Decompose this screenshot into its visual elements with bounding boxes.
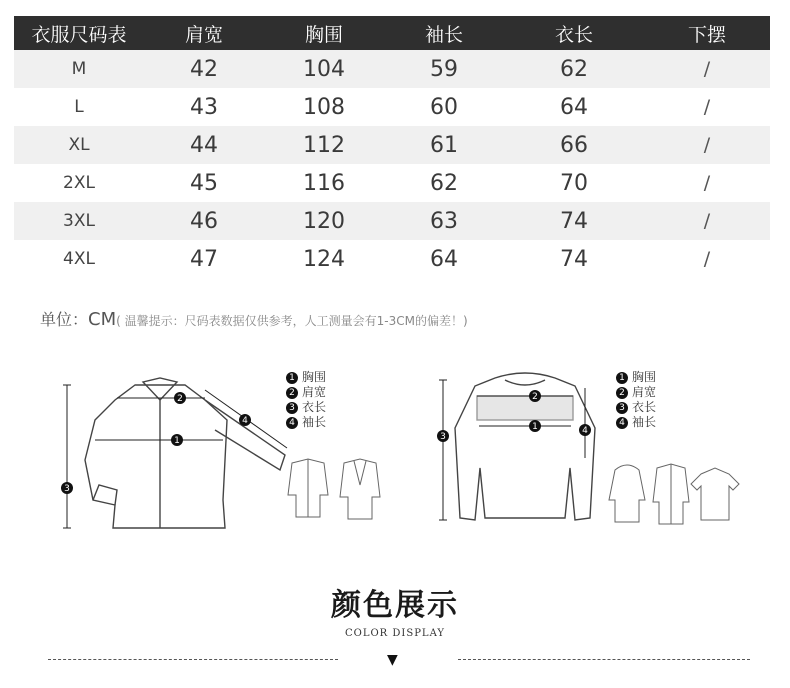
sleeve-cell: 60 — [384, 88, 504, 126]
number-badge-icon: 1 — [616, 372, 628, 384]
unit-label: 单位： — [40, 310, 89, 329]
size-cell: 3XL — [14, 202, 144, 240]
legend-item: 4 袖长 — [616, 415, 656, 430]
unit-note — [40, 307, 468, 330]
left-divider — [48, 659, 338, 660]
chest-cell: 104 — [264, 50, 384, 88]
number-badge-icon: 3 — [286, 402, 298, 414]
hem-cell: / — [644, 164, 770, 202]
size-cell: M — [14, 50, 144, 88]
size-cell: XL — [14, 126, 144, 164]
sweater-measurement-sketch — [435, 368, 615, 538]
legend-item: 1 胸围 — [286, 370, 326, 385]
length-cell: 74 — [504, 240, 644, 278]
legend-item: 3 衣长 — [286, 400, 326, 415]
shoulder-cell: 45 — [144, 164, 264, 202]
section-title: 颜色展示 — [331, 588, 459, 623]
hem-cell: / — [644, 126, 770, 164]
header-size: 衣服尺码表 — [14, 16, 144, 50]
arrow-down-icon: ▼ — [387, 652, 398, 668]
sleeve-cell: 64 — [384, 240, 504, 278]
shirt-marker-shoulder: 2 — [177, 394, 183, 404]
legend-item: 2 肩宽 — [616, 385, 656, 400]
shirt-marker-sleeve: 4 — [242, 416, 248, 426]
number-badge-icon: 3 — [616, 402, 628, 414]
chest-cell: 108 — [264, 88, 384, 126]
sweater-marker-length: 3 — [440, 432, 446, 442]
chest-cell: 120 — [264, 202, 384, 240]
number-badge-icon: 2 — [286, 387, 298, 399]
chest-cell: 116 — [264, 164, 384, 202]
header-length: 衣长 — [504, 16, 644, 50]
shoulder-cell: 47 — [144, 240, 264, 278]
number-badge-icon: 4 — [286, 417, 298, 429]
color-display-header — [0, 580, 790, 639]
length-cell: 64 — [504, 88, 644, 126]
hem-cell: / — [644, 240, 770, 278]
sleeve-cell: 63 — [384, 202, 504, 240]
shirt-marker-length: 3 — [64, 484, 70, 494]
length-cell: 74 — [504, 202, 644, 240]
number-badge-icon: 2 — [616, 387, 628, 399]
table-row — [14, 50, 770, 88]
table-row — [14, 88, 770, 126]
header-hem: 下摆 — [644, 16, 770, 50]
length-cell: 70 — [504, 164, 644, 202]
table-row — [14, 202, 770, 240]
hem-cell: / — [644, 50, 770, 88]
table-row — [14, 164, 770, 202]
top-thumbnails — [605, 460, 755, 530]
jacket-thumbnails — [280, 455, 390, 525]
sweater-marker-chest: 1 — [532, 422, 538, 432]
length-cell: 66 — [504, 126, 644, 164]
shirt-legend — [286, 370, 326, 430]
measurement-diagrams — [0, 360, 790, 540]
size-chart-header-row — [14, 16, 770, 50]
header-sleeve: 袖长 — [384, 16, 504, 50]
length-cell: 62 — [504, 50, 644, 88]
sweater-legend — [616, 370, 656, 430]
hem-cell: / — [644, 202, 770, 240]
shoulder-cell: 44 — [144, 126, 264, 164]
number-badge-icon: 1 — [286, 372, 298, 384]
section-subtitle: COLOR DISPLAY — [344, 628, 445, 639]
legend-item: 3 衣长 — [616, 400, 656, 415]
shoulder-cell: 42 — [144, 50, 264, 88]
size-cell: L — [14, 88, 144, 126]
hem-cell: / — [644, 88, 770, 126]
sweater-marker-sleeve: 4 — [582, 426, 588, 436]
size-cell: 4XL — [14, 240, 144, 278]
chest-cell: 124 — [264, 240, 384, 278]
legend-item: 2 肩宽 — [286, 385, 326, 400]
legend-item: 1 胸围 — [616, 370, 656, 385]
right-divider — [458, 659, 750, 660]
shoulder-cell: 46 — [144, 202, 264, 240]
unit-value: CM — [88, 309, 117, 330]
sleeve-cell: 62 — [384, 164, 504, 202]
size-cell: 2XL — [14, 164, 144, 202]
measurement-hint: ( 温馨提示：尺码表数据仅供参考，人工测量会有1-3CM的偏差！) — [116, 314, 468, 328]
size-chart-table — [14, 16, 770, 278]
table-row — [14, 126, 770, 164]
shoulder-cell: 43 — [144, 88, 264, 126]
sleeve-cell: 61 — [384, 126, 504, 164]
chest-cell: 112 — [264, 126, 384, 164]
number-badge-icon: 4 — [616, 417, 628, 429]
table-row — [14, 240, 770, 278]
legend-item: 4 袖长 — [286, 415, 326, 430]
header-shoulder: 肩宽 — [144, 16, 264, 50]
sleeve-cell: 59 — [384, 50, 504, 88]
shirt-marker-chest: 1 — [174, 436, 180, 446]
sweater-marker-shoulder: 2 — [532, 392, 538, 402]
header-chest: 胸围 — [264, 16, 384, 50]
